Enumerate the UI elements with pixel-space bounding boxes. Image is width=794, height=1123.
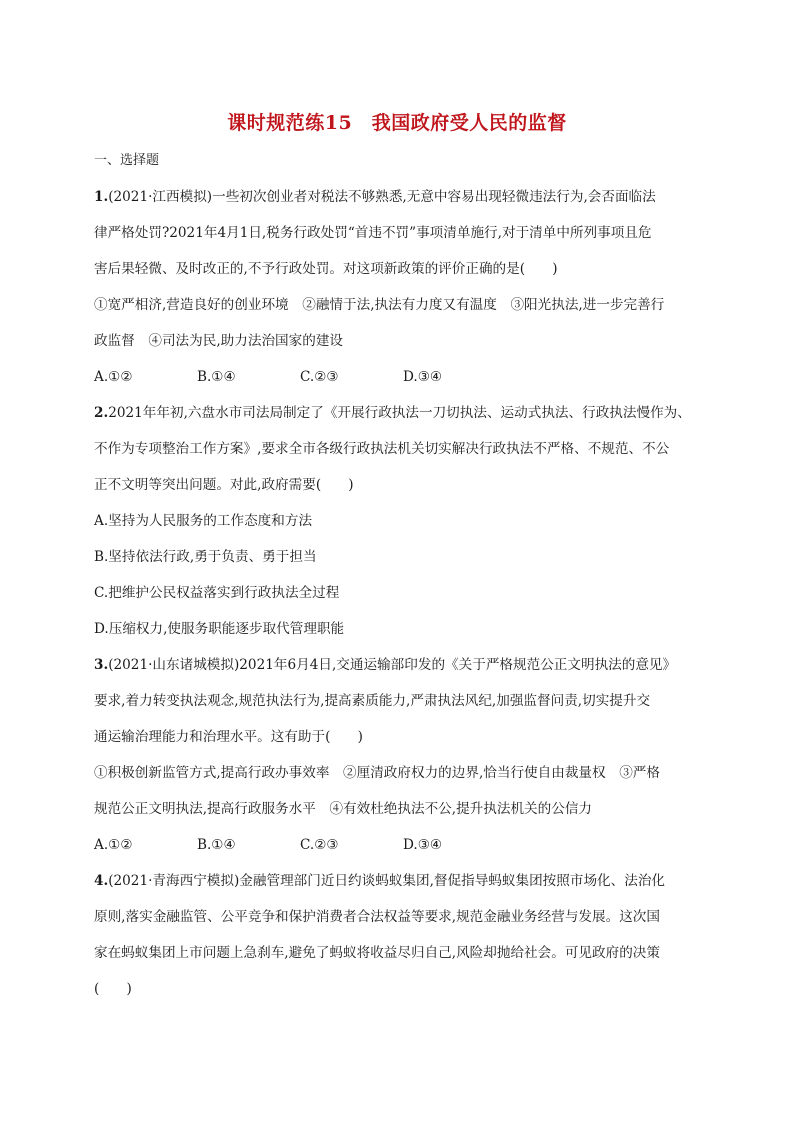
question-3-statements-2: 规范公正文明执法,提高行政服务水平 ④有效杜绝执法不公,提升执法机关的公信力	[94, 801, 593, 817]
section-heading: 一、选择题	[94, 153, 160, 168]
option-a: A.①②	[94, 837, 133, 853]
option-a: A.①②	[94, 369, 133, 385]
option-d: D.③④	[403, 837, 443, 853]
question-2-line-2: 不作为专项整治工作方案》,要求全市各级行政执法机关切实解决行政执法不严格、不规范、不公	[94, 441, 670, 457]
question-1-text-1: (2021·江西模拟)一些初次创业者对税法不够熟悉,无意中容易出现轻微违法行为,会否面临法	[108, 189, 656, 205]
question-2-text-1: 2021年年初,六盘水市司法局制定了《开展行政执法一刀切执法、运动式执法、行政执法慢作为、	[108, 405, 691, 421]
question-1-line-1	[94, 188, 656, 206]
question-1-options	[94, 368, 506, 386]
page-title: 课时规范练15 我国政府受人民的监督	[227, 112, 567, 134]
question-2-line-3: 正不文明等突出问题。对此,政府需要( )	[94, 477, 354, 493]
question-3-number: 3.	[94, 657, 109, 673]
question-1-statements-1: ①宽严相济,营造良好的创业环境 ②融情于法,执法有力度又有温度 ③阳光执法,进一步完善行	[94, 297, 665, 313]
question-3-line-3: 通运输治理能力和治理水平。这有助于( )	[94, 729, 363, 745]
question-2-number: 2.	[94, 405, 109, 421]
question-3-line-2: 要求,着力转变执法观念,规范执法行为,提高素质能力,严肃执法风纪,加强监督问责,切实提升交	[94, 693, 651, 709]
question-4-text-1: (2021·青海西宁模拟)金融管理部门近日约谈蚂蚁集团,督促指导蚂蚁集团按照市场化、法治化	[108, 873, 666, 889]
question-2-line-1	[94, 404, 691, 422]
question-4-line-4: ( )	[94, 981, 132, 997]
question-1-line-2: 律严格处罚?2021年4月1日,税务行政处罚“首违不罚”事项清单施行,对于清单中所列事项且危	[94, 225, 652, 241]
option-d: D.③④	[403, 369, 443, 385]
question-2-choice-d: D.压缩权力,使服务职能逐步取代管理职能	[94, 621, 345, 637]
question-3-statements-1: ①积极创新监管方式,提高行政办事效率 ②厘清政府权力的边界,恰当行使自由裁量权 ③严格	[94, 765, 660, 781]
option-b: B.①④	[197, 837, 236, 853]
question-1-line-3: 害后果轻微、及时改正的,不予行政处罚。对这项新政策的评价正确的是( )	[94, 261, 558, 277]
option-c: C.②③	[300, 837, 339, 853]
question-2-choice-a: A.坚持为人民服务的工作态度和方法	[94, 513, 313, 529]
question-4-line-1	[94, 872, 665, 890]
option-b: B.①④	[197, 369, 236, 385]
question-4-line-2: 原则,落实金融监管、公平竞争和保护消费者合法权益等要求,规范金融业务经营与发展。这次国	[94, 909, 660, 925]
question-4-line-3: 家在蚂蚁集团上市问题上急刹车,避免了蚂蚁将收益尽归自己,风险却抛给社会。可见政府的决策	[94, 945, 660, 961]
question-2-choice-c: C.把维护公民权益落实到行政执法全过程	[94, 585, 340, 601]
question-1-number: 1.	[94, 189, 109, 205]
question-4-number: 4.	[94, 873, 109, 889]
question-3-options	[94, 836, 506, 854]
question-1-statements-2: 政监督 ④司法为民,助力法治国家的建设	[94, 333, 344, 349]
question-2-choice-b: B.坚持依法行政,勇于负责、勇于担当	[94, 549, 317, 565]
option-c: C.②③	[300, 369, 339, 385]
question-3-line-1	[94, 656, 676, 674]
question-3-text-1: (2021·山东诸城模拟)2021年6月4日,交通运输部印发的《关于严格规范公正文明执法的意见》	[108, 657, 677, 673]
